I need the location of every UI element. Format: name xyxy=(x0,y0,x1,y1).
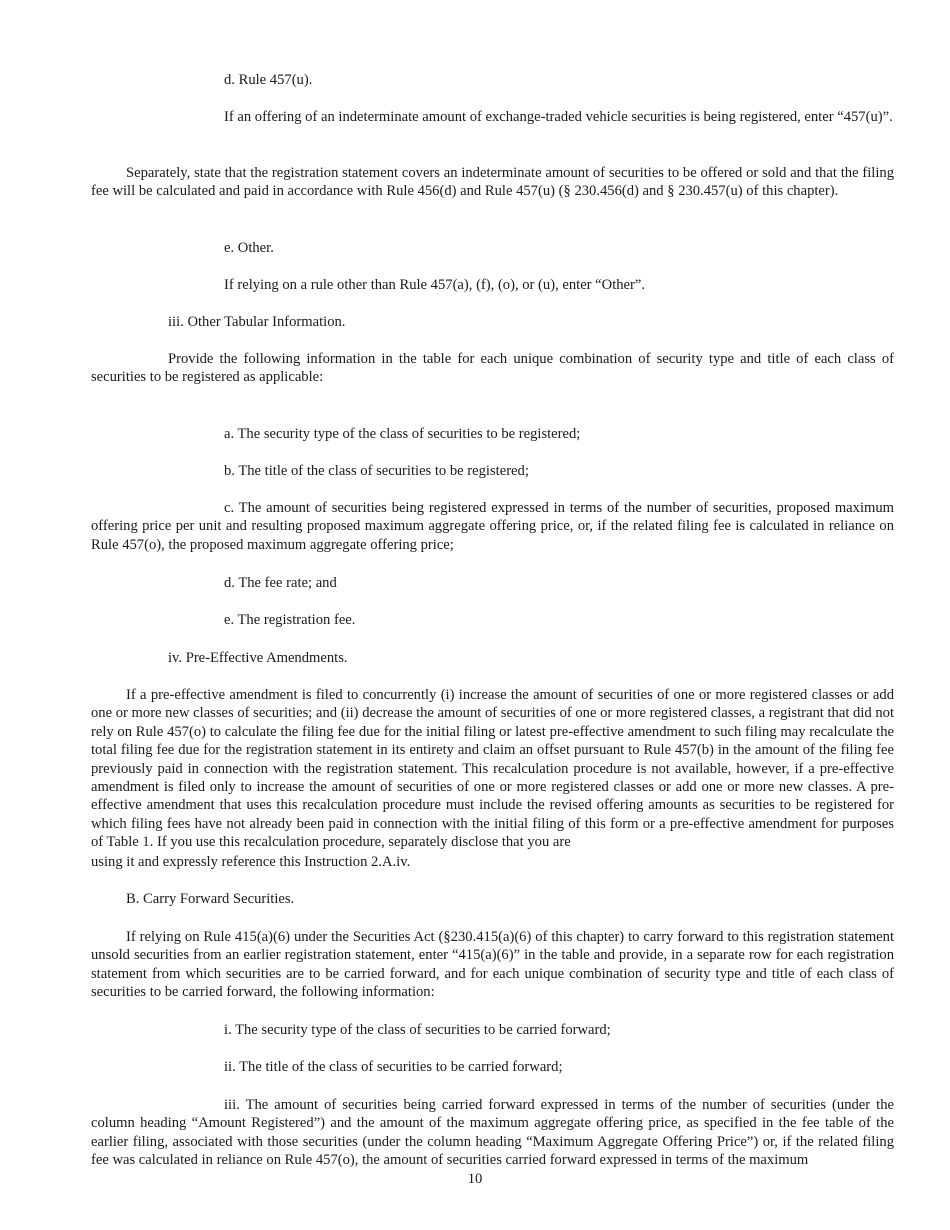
pre-effective-paragraph: If a pre-effective amendment is filed to concurrently (i) increase the amount of securities of one or more registered classes or add one or more new classes of securities; and (ii) decrease the amount of securities of one or more registered classes, a registrant that did not rely on Rule 457(o) to calculate the filing fee due for the initial filing or latest pre-effective amendment to such filing may recalculate the total filing fee due for the registration statement in its entirety and claim an offset pursuant to Rule 457(b) in the amount of the filing fee previously paid in connection with the registration statement. This recalculation procedure is not available, however, if a pre-effective amendment is filed only to increase the amount of securities of one or more registered classes or add one or more new classes. A pre-effective amendment that uses this recalculation procedure must include the revised offering amounts as securities to be registered for which filing fees have not already been paid in connection with the initial filing of this form or a pre-effective amendment for purposes of Table 1. If you use this recalculation procedure, separately disclose that you are xyxy=(91,687,894,851)
list-item-fee-rate: d. The fee rate; and xyxy=(224,575,337,591)
carry-forward-heading: B. Carry Forward Securities. xyxy=(126,891,295,907)
pre-effective-heading: iv. Pre-Effective Amendments. xyxy=(168,650,348,666)
carry-forward-title: ii. The title of the class of securities to be carried forward; xyxy=(224,1059,563,1075)
pre-effective-paragraph-end: using it and expressly reference this Instruction 2.A.iv. xyxy=(91,854,411,870)
carry-forward-amount: iii. The amount of securities being carried forward expressed in terms of the number of securities (under the column heading “Amount Registered”) and the amount of the maximum aggregate offering price, as specified in the fee table of the earlier filing, associated with those securities (under the column heading “Maximum Aggregate Offering Price”) or, if the related filing fee was calculated in reliance on Rule 457(o), the amount of securities carried forward expressed in terms of the maximum xyxy=(91,1097,894,1169)
tabular-intro-paragraph: Provide the following information in the table for each unique combination of security type and title of each class of securities to be registered as applicable: xyxy=(91,351,894,386)
indeterminate-amount-paragraph: Separately, state that the registration statement covers an indeterminate amount of securities to be offered or sold and that the filing fee will be calculated and paid in accordance with Rule 456(d) and Rule 457(u) (§ 230.456(d) and § 230.457(u) of this chapter). xyxy=(91,165,894,200)
list-item-security-type: a. The security type of the class of securities to be registered; xyxy=(224,426,581,442)
carry-forward-paragraph: If relying on Rule 415(a)(6) under the Securities Act (§230.415(a)(6) of this chapter) to carry forward to this registration statement unsold securities from an earlier registration statement, enter “415(a)(6)” in the table and provide, in a separate row for each registration statement from which securities are to be carried forward, and for each unique combination of security type and title of each class of securities to be carried forward, the following information: xyxy=(91,929,894,1001)
other-instruction: If relying on a rule other than Rule 457(a), (f), (o), or (u), enter “Other”. xyxy=(224,277,646,293)
other-tabular-heading: iii. Other Tabular Information. xyxy=(168,314,346,330)
list-item-registration-fee: e. The registration fee. xyxy=(224,612,356,628)
carry-forward-security-type: i. The security type of the class of securities to be carried forward; xyxy=(224,1022,611,1038)
rule-457u-instruction: If an offering of an indeterminate amount of exchange-traded vehicle securities is being registered, enter “457(u)”. xyxy=(224,109,893,125)
list-item-title: b. The title of the class of securities to be registered; xyxy=(224,463,529,479)
page-number: 10 xyxy=(467,1171,483,1187)
list-item-amount: c. The amount of securities being registered expressed in terms of the number of securities, proposed maximum offering price per unit and resulting proposed maximum aggregate offering price, or, if the related filing fee is calculated in reliance on Rule 457(o), the proposed maximum aggregate offering price; xyxy=(91,500,894,553)
other-heading: e. Other. xyxy=(224,240,274,256)
rule-457u-heading: d. Rule 457(u). xyxy=(224,72,313,88)
